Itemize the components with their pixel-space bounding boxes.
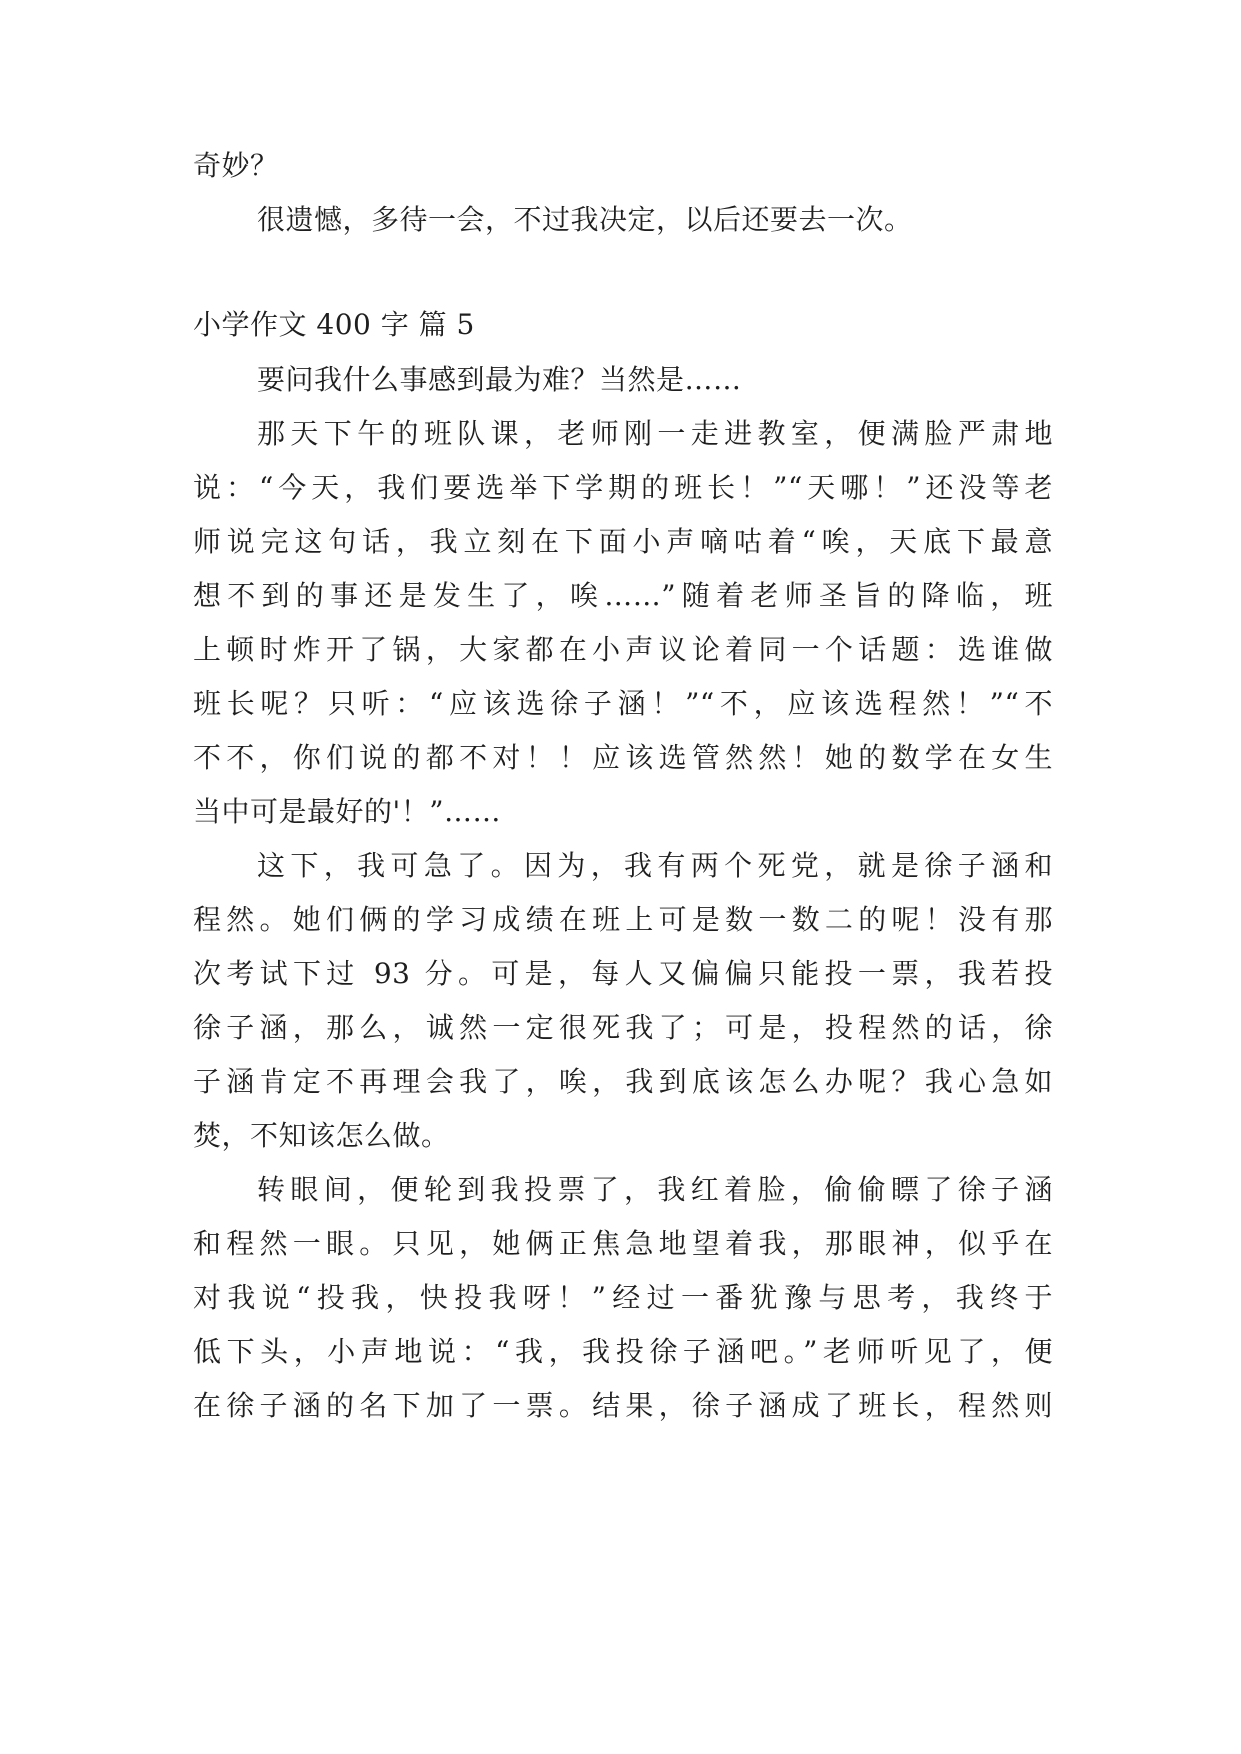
paragraph-line: 当中可是最好的'！”…… — [193, 795, 502, 828]
paragraph-line: 徐子涵，那么，诚然一定很死我了；可是，投程然的话，徐 — [193, 1011, 1053, 1044]
paragraph-line: 要问我什么事感到最为难？当然是…… — [257, 363, 742, 396]
text-line: 奇妙？ — [193, 149, 279, 182]
closing-paragraph: 很遗憾，多待一会，不过我决定，以后还要去一次。 — [257, 203, 913, 236]
paragraph-line: 在徐子涵的名下加了一票。结果，徐子涵成了班长，程然则 — [193, 1389, 1053, 1422]
paragraph-line: 想不到的事还是发生了，唉……”随着老师圣旨的降临，班 — [193, 579, 1053, 612]
paragraph-line: 对我说“投我，快投我呀！”经过一番犹豫与思考，我终于 — [193, 1281, 1053, 1314]
paragraph-line: 子涵肯定不再理会我了，唉，我到底该怎么办呢？我心急如 — [193, 1065, 1053, 1098]
section-title: 小学作文 400 字 篇 5 — [193, 308, 475, 341]
paragraph-line: 转眼间，便轮到我投票了，我红着脸，偷偷瞟了徐子涵 — [257, 1173, 1053, 1206]
paragraph-line: 说：“今天，我们要选举下学期的班长！”“天哪！”还没等老 — [193, 471, 1053, 504]
paragraph-line: 那天下午的班队课，老师刚一走进教室，便满脸严肃地 — [257, 417, 1053, 450]
paragraph-line: 次考试下过 93 分。可是，每人又偏偏只能投一票，我若投 — [193, 957, 1053, 990]
paragraph-line: 低下头，小声地说：“我，我投徐子涵吧。”老师听见了，便 — [193, 1335, 1053, 1368]
paragraph-line: 班长呢？只听：“应该选徐子涵！”“不，应该选程然！”“不 — [193, 687, 1053, 720]
paragraph-line: 和程然一眼。只见，她俩正焦急地望着我，那眼神，似乎在 — [193, 1227, 1053, 1260]
paragraph-line: 上顿时炸开了锅，大家都在小声议论着同一个话题：选谁做 — [193, 633, 1053, 666]
paragraph-line: 师说完这句话，我立刻在下面小声嘀咕着“唉，天底下最意 — [193, 525, 1053, 558]
paragraph-line: 不不，你们说的都不对！！应该选管然然！她的数学在女生 — [193, 741, 1053, 774]
paragraph-line: 焚，不知该怎么做。 — [193, 1119, 450, 1152]
paragraph-line: 这下，我可急了。因为，我有两个死党，就是徐子涵和 — [257, 849, 1053, 882]
paragraph-line: 程然。她们俩的学习成绩在班上可是数一数二的呢！没有那 — [193, 903, 1053, 936]
